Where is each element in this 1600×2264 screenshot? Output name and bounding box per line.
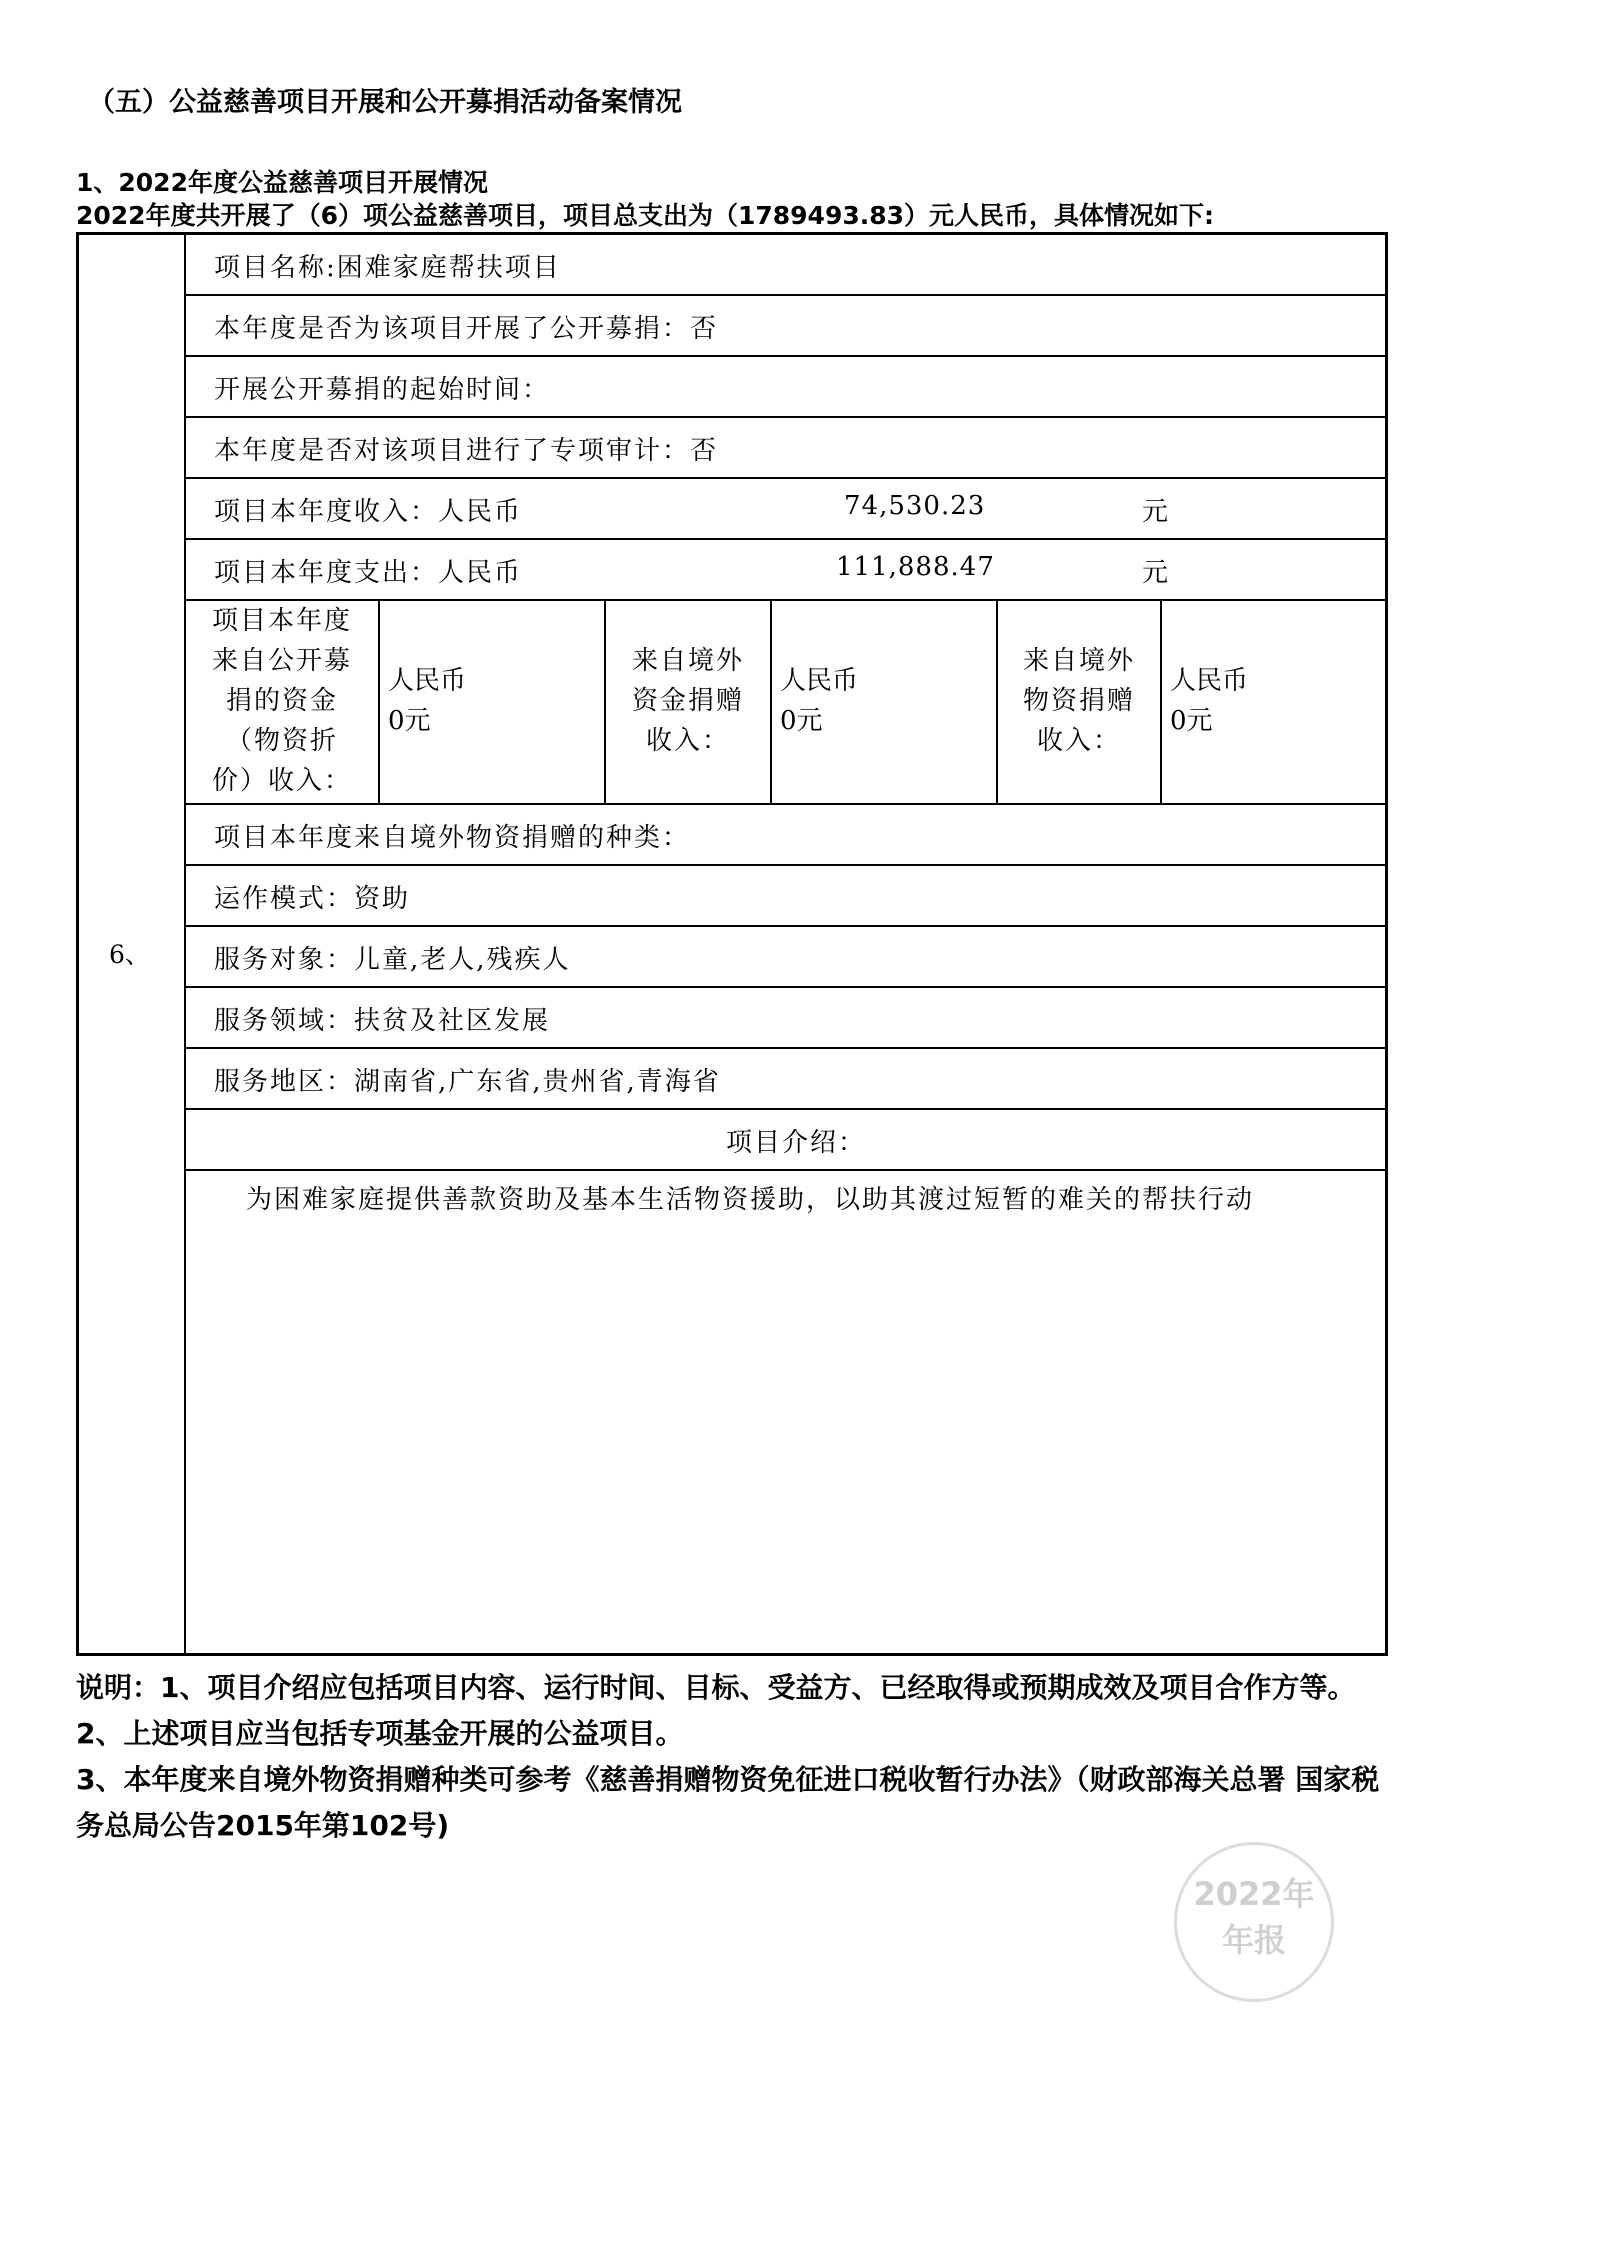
service-targets: 服务对象：儿童,老人,残疾人 bbox=[214, 945, 571, 975]
income-amount: 74,530.23 bbox=[844, 491, 986, 521]
row-public-fundraising bbox=[186, 296, 1388, 357]
project-table bbox=[76, 232, 1388, 1656]
income-unit: 元 bbox=[1142, 497, 1169, 527]
intro-label: 项目介绍： bbox=[726, 1128, 867, 1158]
row-overseas-goods-types bbox=[186, 805, 1388, 866]
note-3: 3、本年度来自境外物资捐赠种类可参考《慈善捐赠物资免征进口税收暂行办法》（财政部海关总署 国家税务总局公告2015年第102号) bbox=[76, 1763, 1380, 1842]
intro-text: 为困难家庭提供善款资助及基本生活物资援助，以助其渡过短暂的难关的帮扶行动 bbox=[246, 1185, 1255, 1215]
row-funds bbox=[186, 601, 1388, 805]
project-summary: 2022年度共开展了（6）项公益慈善项目，项目总支出为（1789493.83）元人民币，具体情况如下: bbox=[76, 201, 1215, 230]
overseas-goods-value: 人民币 0元 bbox=[1170, 666, 1249, 736]
row-service-field bbox=[186, 988, 1388, 1049]
notes bbox=[76, 1665, 1396, 1849]
section-title: （五）公益慈善项目开展和公开募捐活动备案情况 bbox=[88, 87, 682, 118]
income-label: 项目本年度收入：人民币 bbox=[214, 497, 523, 527]
overseas-goods-types: 项目本年度来自境外物资捐赠的种类： bbox=[214, 823, 691, 853]
operation-mode: 运作模式：资助 bbox=[214, 884, 411, 914]
public-funds-label: 项目本年度 来自公开募 捐的资金 （物资折 价）收入： bbox=[186, 601, 380, 803]
annual-report-stamp: 2022年 年报 bbox=[1174, 1842, 1334, 2002]
overseas-goods-label: 来自境外 物资捐赠 收入： bbox=[998, 601, 1162, 803]
subsection-title: 1、2022年度公益慈善项目开展情况 bbox=[76, 168, 488, 197]
expense-unit: 元 bbox=[1142, 558, 1169, 588]
note-2: 2、上述项目应当包括专项基金开展的公益项目。 bbox=[76, 1717, 684, 1750]
row-service-targets bbox=[186, 927, 1388, 988]
fundraising-start: 开展公开募捐的起始时间： bbox=[214, 375, 551, 405]
row-project-name bbox=[186, 235, 1388, 296]
overseas-funds-value: 人民币 0元 bbox=[772, 601, 998, 803]
overseas-funds-label: 来自境外 资金捐赠 收入： bbox=[606, 601, 772, 803]
service-field: 服务领域：扶贫及社区发展 bbox=[214, 1006, 551, 1036]
row-expense bbox=[186, 540, 1388, 601]
expense-amount: 111,888.47 bbox=[836, 552, 995, 582]
row-fundraising-start bbox=[186, 357, 1388, 418]
project-index: 6、 bbox=[109, 940, 150, 969]
row-service-area bbox=[186, 1049, 1388, 1110]
note-1: 说明：1、项目介绍应包括项目内容、运行时间、目标、受益方、已经取得或预期成效及项目合作方等。 bbox=[76, 1671, 1356, 1704]
project-name: 项目名称:困难家庭帮扶项目 bbox=[214, 253, 561, 283]
row-income bbox=[186, 479, 1388, 540]
expense-label: 项目本年度支出：人民币 bbox=[214, 558, 523, 588]
service-area: 服务地区：湖南省,广东省,贵州省,青海省 bbox=[214, 1067, 721, 1097]
row-intro-text bbox=[186, 1171, 1388, 1653]
special-audit: 本年度是否对该项目进行了专项审计：否 bbox=[214, 436, 719, 466]
row-operation-mode bbox=[186, 866, 1388, 927]
row-intro-label bbox=[186, 1110, 1388, 1171]
index-column bbox=[79, 235, 186, 1653]
public-funds-value: 人民币 0元 bbox=[380, 601, 606, 803]
row-special-audit bbox=[186, 418, 1388, 479]
public-fundraising: 本年度是否为该项目开展了公开募捐：否 bbox=[214, 314, 719, 344]
